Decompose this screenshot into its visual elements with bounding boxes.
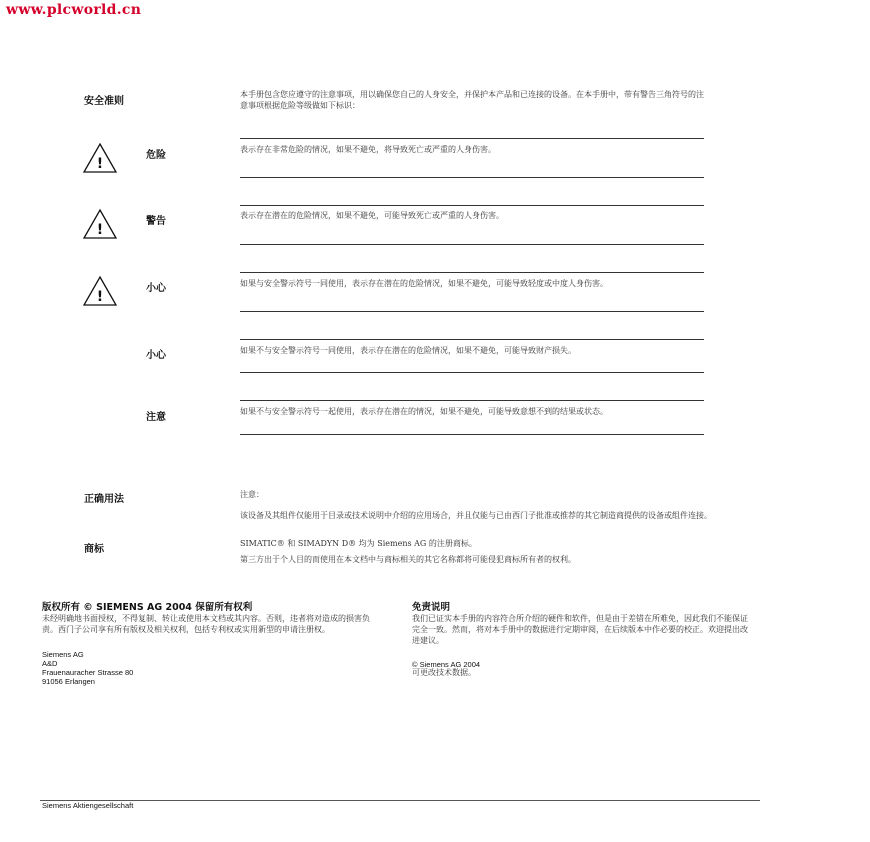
caution-text: 如果与安全警示符号一同使用，表示存在潜在的危险情况，如果不避免，可能导致轻度或中度人身伤害。 — [240, 279, 608, 288]
divider — [240, 311, 704, 312]
warning-triangle-icon — [82, 275, 118, 307]
address-line: Siemens AG — [42, 650, 84, 659]
usage-note: 注意： — [240, 490, 264, 499]
copyright-heading: 版权所有 © SIEMENS AG 2004 保留所有权利 — [42, 602, 253, 613]
caution-label: 小心 — [146, 283, 166, 294]
divider — [240, 339, 704, 340]
divider — [240, 272, 704, 273]
notice-label: 注意 — [146, 412, 166, 423]
usage-heading: 正确用法 — [84, 494, 124, 505]
divider — [240, 372, 704, 373]
divider — [240, 244, 704, 245]
watermark-logo: www.plcworld.cn — [6, 2, 142, 18]
svg-text:!: ! — [96, 289, 104, 305]
notice-text: 如果不与安全警示符号一起使用，表示存在潜在的情况，如果不避免，可能导致意想不到的结果或状态。 — [240, 407, 608, 416]
svg-text:!: ! — [96, 222, 104, 238]
disclaimer-text: 我们已证实本手册的内容符合所介绍的硬件和软件，但是由于差错在所难免，因此我们不能保证完全一致。然而，将对本手册中的数据进行定期审阅，在后续版本中作必要的校正。欢迎提出改进建议。 — [412, 614, 748, 645]
divider — [240, 205, 704, 206]
warning-text: 表示存在潜在的危险情况，如果不避免，可能导致死亡或严重的人身伤害。 — [240, 211, 504, 220]
disclaimer-note: 可更改技术数据。 — [412, 668, 476, 677]
divider — [240, 434, 704, 435]
address-line: 91056 Erlangen — [42, 677, 95, 686]
trademark-heading: 商标 — [84, 544, 104, 555]
divider — [240, 400, 704, 401]
footer-company: Siemens Aktiengesellschaft — [42, 801, 134, 810]
disclaimer-copyright: © Siemens AG 2004 — [412, 660, 481, 669]
warning-triangle-icon — [82, 208, 118, 240]
warning-triangle-icon — [82, 142, 118, 174]
danger-text: 表示存在非常危险的情况，如果不避免，将导致死亡或严重的人身伤害。 — [240, 145, 496, 154]
divider — [240, 177, 704, 178]
disclaimer-heading: 免责说明 — [412, 602, 451, 613]
trademark-line1: SIMATIC® 和 SIMADYN D® 均为 Siemens AG 的注册商标。 — [240, 539, 477, 548]
danger-label: 危险 — [146, 150, 166, 161]
address-line: Frauenauracher Strasse 80 — [42, 668, 134, 677]
caution-noicon-label: 小心 — [146, 350, 166, 361]
warning-label: 警告 — [146, 216, 166, 227]
safety-intro: 本手册包含您应遵守的注意事项，用以确保您自己的人身安全，并保护本产品和已连接的设备。在本手册中，带有警告三角符号的注意事项根据危险等级做如下标识： — [240, 90, 704, 110]
footer-divider — [40, 800, 760, 801]
svg-text:!: ! — [96, 156, 104, 172]
trademark-line2: 第三方出于个人目的而使用在本文档中与商标相关的其它名称都将可能侵犯商标所有者的权利。 — [240, 555, 576, 564]
copyright-text: 未经明确地书面授权，不得复制、转让或使用本文档或其内容。否则，违者将对造成的损害负责。西门子公司享有所有版权及相关权利，包括专利权或实用新型的申请注册权。 — [42, 614, 370, 634]
caution-noicon-text: 如果不与安全警示符号一同使用，表示存在潜在的危险情况，如果不避免，可能导致财产损失。 — [240, 346, 576, 355]
safety-heading: 安全准则 — [84, 96, 124, 107]
address-line: A&D — [42, 659, 58, 668]
divider — [240, 138, 704, 139]
usage-text: 该设备及其组件仅能用于目录或技术说明中介绍的应用场合，并且仅能与已由西门子批准或推荐的其它制造商提供的设备或组件连接。 — [240, 511, 712, 520]
